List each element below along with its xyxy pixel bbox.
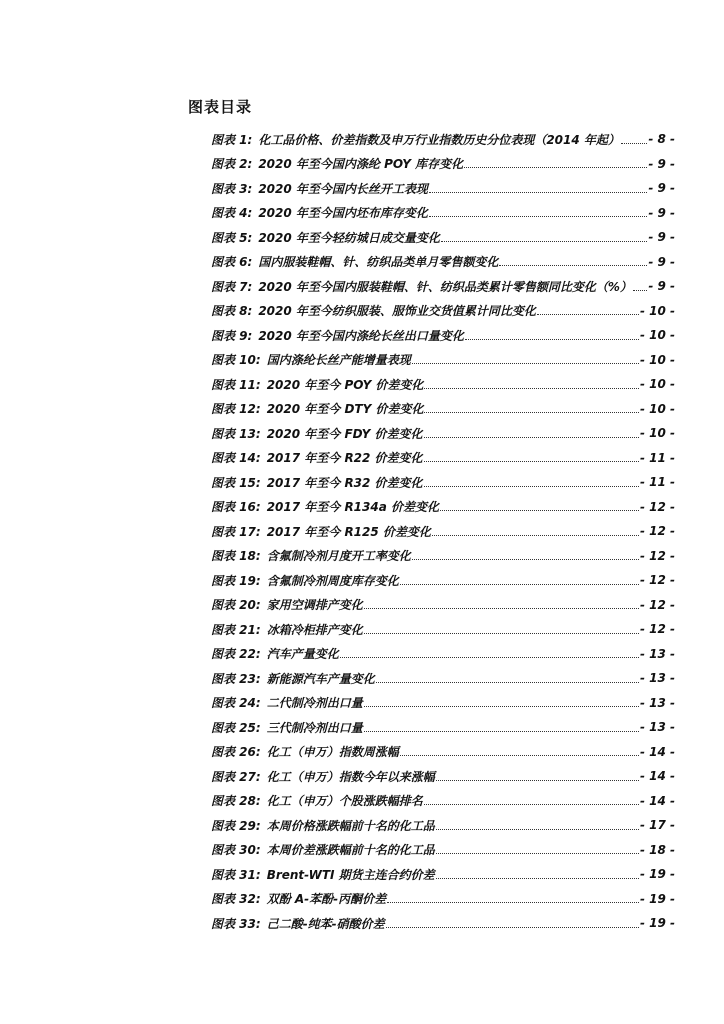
toc-entry[interactable] <box>211 642 675 667</box>
toc-entry[interactable] <box>211 715 675 740</box>
toc-entry-page-number: - 13 - <box>639 646 675 661</box>
toc-entry-label: 图表 25: <box>211 720 261 735</box>
toc-dot-leader <box>621 133 647 144</box>
toc-entry-title: 2017 年至今 R32 价差变化 <box>266 475 423 490</box>
toc-entry-title: 2020 年至今 POY 价差变化 <box>266 377 424 392</box>
toc-entry[interactable] <box>211 617 675 642</box>
toc-entry-title: 国内涤纶长丝产能增量表现 <box>266 353 411 368</box>
toc-entry-title: 汽车产量变化 <box>266 647 339 662</box>
toc-entry[interactable] <box>211 348 675 373</box>
toc-entry-label: 图表 28: <box>211 794 261 809</box>
toc-dot-leader <box>364 623 639 634</box>
toc-entry[interactable] <box>211 862 675 887</box>
toc-entry-title: 双酚 A-苯酚-丙酮价差 <box>266 892 387 907</box>
toc-entry-label: 图表 24: <box>211 696 261 711</box>
toc-entry-title: 2017 年至今 R134a 价差变化 <box>266 500 440 515</box>
toc-dot-leader <box>499 255 647 266</box>
toc-entry-page-number: - 10 - <box>639 328 675 343</box>
toc-entry[interactable] <box>211 397 675 422</box>
toc-dot-leader <box>340 647 639 658</box>
toc-dot-leader <box>432 525 639 536</box>
toc-entry-label: 图表 30: <box>211 843 261 858</box>
toc-entry-title: 三代制冷剂出口量 <box>266 720 363 735</box>
toc-list <box>211 127 675 936</box>
toc-entry[interactable] <box>211 323 675 348</box>
toc-entry-label: 图表 4: <box>211 206 253 221</box>
toc-dot-leader <box>400 574 639 585</box>
toc-entry-page-number: - 13 - <box>639 695 675 710</box>
toc-entry-title: 家用空调排产变化 <box>266 598 363 613</box>
toc-dot-leader <box>436 868 639 879</box>
toc-entry-page-number: - 19 - <box>639 891 675 906</box>
toc-entry[interactable] <box>211 299 675 324</box>
toc-entry-title: 化工（申万）指数周涨幅 <box>266 745 399 760</box>
toc-dot-leader <box>424 794 639 805</box>
toc-dot-leader <box>436 770 639 781</box>
toc-entry-title: 冰箱冷柜排产变化 <box>266 622 363 637</box>
toc-entry-label: 图表 6: <box>211 255 253 270</box>
toc-entry-page-number: - 12 - <box>639 524 675 539</box>
toc-entry-title: 2020 年至今国内服装鞋帽、针、纺织品类累计零售额同比变化（%） <box>258 279 632 294</box>
toc-dot-leader <box>537 304 639 315</box>
toc-entry-page-number: - 9 - <box>648 254 675 269</box>
toc-entry-label: 图表 20: <box>211 598 261 613</box>
toc-dot-leader <box>429 182 647 193</box>
toc-dot-leader <box>387 892 639 903</box>
toc-entry-label: 图表 14: <box>211 451 261 466</box>
toc-entry-page-number: - 12 - <box>639 573 675 588</box>
toc-entry-label: 图表 12: <box>211 402 261 417</box>
toc-entry[interactable] <box>211 740 675 765</box>
toc-entry-label: 图表 11: <box>211 377 261 392</box>
toc-entry-title: 含氟制冷剂月度开工率变化 <box>266 549 411 564</box>
toc-dot-leader <box>424 451 639 462</box>
toc-entry-label: 图表 19: <box>211 573 261 588</box>
toc-entry-title: Brent-WTI 期货主连合约价差 <box>266 867 435 882</box>
toc-entry-label: 图表 26: <box>211 745 261 760</box>
toc-entry-title: 己二酸-纯苯-硝酸价差 <box>266 916 385 931</box>
toc-entry-page-number: - 19 - <box>639 867 675 882</box>
toc-entry-page-number: - 9 - <box>648 156 675 171</box>
toc-entry-title: 2020 年至今轻纺城日成交量变化 <box>258 230 440 245</box>
toc-entry[interactable] <box>211 789 675 814</box>
toc-entry-page-number: - 8 - <box>648 132 675 147</box>
toc-dot-leader <box>412 549 639 560</box>
toc-entry-page-number: - 11 - <box>639 450 675 465</box>
toc-dot-leader <box>412 353 639 364</box>
toc-entry-label: 图表 32: <box>211 892 261 907</box>
toc-title: 图表目录 <box>188 98 253 116</box>
toc-entry-title: 2017 年至今 R125 价差变化 <box>266 524 431 539</box>
toc-dot-leader <box>424 476 639 487</box>
toc-entry-page-number: - 13 - <box>639 720 675 735</box>
toc-entry-title: 2020 年至今国内坯布库存变化 <box>258 206 428 221</box>
toc-entry[interactable] <box>211 544 675 569</box>
toc-entry[interactable] <box>211 421 675 446</box>
toc-entry-page-number: - 14 - <box>639 793 675 808</box>
toc-entry[interactable] <box>211 127 675 152</box>
toc-dot-leader <box>464 157 647 168</box>
toc-dot-leader <box>465 329 639 340</box>
toc-entry-title: 本周价格涨跌幅前十名的化工品 <box>266 818 435 833</box>
toc-entry-label: 图表 5: <box>211 230 253 245</box>
toc-entry-page-number: - 9 - <box>648 205 675 220</box>
toc-entry-page-number: - 12 - <box>639 597 675 612</box>
toc-entry-title: 本周价差涨跌幅前十名的化工品 <box>266 843 435 858</box>
toc-entry-page-number: - 14 - <box>639 744 675 759</box>
toc-entry-title: 2020 年至今 DTY 价差变化 <box>266 402 424 417</box>
toc-entry-label: 图表 31: <box>211 867 261 882</box>
toc-entry-label: 图表 13: <box>211 426 261 441</box>
toc-entry-page-number: - 17 - <box>639 818 675 833</box>
toc-entry-label: 图表 10: <box>211 353 261 368</box>
toc-entry[interactable] <box>211 911 675 936</box>
toc-entry[interactable] <box>211 225 675 250</box>
toc-entry-label: 图表 18: <box>211 549 261 564</box>
toc-entry-page-number: - 13 - <box>639 671 675 686</box>
toc-entry-title: 2020 年至今纺织服装、服饰业交货值累计同比变化 <box>258 304 536 319</box>
toc-entry-title: 化工品价格、价差指数及申万行业指数历史分位表现（2014 年起） <box>258 132 620 147</box>
toc-dot-leader <box>436 819 639 830</box>
toc-entry-page-number: - 9 - <box>648 230 675 245</box>
toc-entry-page-number: - 12 - <box>639 499 675 514</box>
toc-dot-leader <box>386 917 639 928</box>
toc-entry-title: 2020 年至今国内长丝开工表现 <box>258 181 428 196</box>
toc-entry-page-number: - 10 - <box>639 352 675 367</box>
toc-entry[interactable] <box>211 568 675 593</box>
toc-entry-label: 图表 7: <box>211 279 253 294</box>
toc-dot-leader <box>424 378 639 389</box>
toc-entry-label: 图表 17: <box>211 524 261 539</box>
toc-entry-title: 2020 年至今国内涤纶长丝出口量变化 <box>258 328 464 343</box>
toc-dot-leader <box>400 745 639 756</box>
toc-entry-label: 图表 15: <box>211 475 261 490</box>
toc-entry-page-number: - 10 - <box>639 426 675 441</box>
toc-entry-title: 2020 年至今 FDY 价差变化 <box>266 426 423 441</box>
toc-entry-page-number: - 10 - <box>639 303 675 318</box>
toc-entry-label: 图表 21: <box>211 622 261 637</box>
toc-entry-title: 二代制冷剂出口量 <box>266 696 363 711</box>
toc-entry[interactable] <box>211 691 675 716</box>
toc-entry-page-number: - 9 - <box>648 181 675 196</box>
toc-entry-label: 图表 33: <box>211 916 261 931</box>
toc-entry-label: 图表 9: <box>211 328 253 343</box>
toc-dot-leader <box>364 598 639 609</box>
toc-dot-leader <box>364 721 639 732</box>
toc-entry-title: 2020 年至今国内涤纶 POY 库存变化 <box>258 157 464 172</box>
toc-entry-title: 2017 年至今 R22 价差变化 <box>266 451 423 466</box>
toc-entry[interactable] <box>211 274 675 299</box>
toc-entry-label: 图表 23: <box>211 671 261 686</box>
toc-entry-title: 化工（申万）指数今年以来涨幅 <box>266 769 435 784</box>
toc-entry-title: 新能源汽车产量变化 <box>266 671 375 686</box>
toc-entry-page-number: - 12 - <box>639 548 675 563</box>
toc-entry[interactable] <box>211 372 675 397</box>
toc-dot-leader <box>376 672 639 683</box>
toc-entry-page-number: - 14 - <box>639 769 675 784</box>
toc-dot-leader <box>440 500 639 511</box>
toc-entry-label: 图表 1: <box>211 132 253 147</box>
toc-entry[interactable] <box>211 519 675 544</box>
toc-entry-page-number: - 12 - <box>639 622 675 637</box>
toc-entry[interactable] <box>211 201 675 226</box>
toc-entry-label: 图表 22: <box>211 647 261 662</box>
toc-entry[interactable] <box>211 666 675 691</box>
toc-entry-title: 化工（申万）个股涨跌幅排名 <box>266 794 423 809</box>
toc-entry-title: 国内服装鞋帽、针、纺织品类单月零售额变化 <box>258 255 499 270</box>
toc-dot-leader <box>441 231 647 242</box>
toc-entry[interactable] <box>211 152 675 177</box>
toc-entry[interactable] <box>211 764 675 789</box>
toc-entry[interactable] <box>211 176 675 201</box>
toc-entry-label: 图表 27: <box>211 769 261 784</box>
toc-entry-page-number: - 10 - <box>639 401 675 416</box>
toc-entry-page-number: - 11 - <box>639 475 675 490</box>
toc-entry[interactable] <box>211 250 675 275</box>
toc-dot-leader <box>436 843 639 854</box>
toc-entry-title: 含氟制冷剂周度库存变化 <box>266 573 399 588</box>
toc-entry-page-number: - 10 - <box>639 377 675 392</box>
toc-entry[interactable] <box>211 593 675 618</box>
toc-entry-label: 图表 29: <box>211 818 261 833</box>
toc-entry-label: 图表 2: <box>211 157 253 172</box>
toc-entry[interactable] <box>211 887 675 912</box>
toc-entry-label: 图表 3: <box>211 181 253 196</box>
toc-entry-label: 图表 16: <box>211 500 261 515</box>
toc-entry[interactable] <box>211 495 675 520</box>
toc-dot-leader <box>429 206 647 217</box>
toc-dot-leader <box>424 427 639 438</box>
toc-entry[interactable] <box>211 446 675 471</box>
toc-entry[interactable] <box>211 838 675 863</box>
toc-entry[interactable] <box>211 813 675 838</box>
toc-entry-label: 图表 8: <box>211 304 253 319</box>
toc-dot-leader <box>633 280 647 291</box>
toc-dot-leader <box>364 696 639 707</box>
toc-entry-page-number: - 19 - <box>639 916 675 931</box>
toc-entry-page-number: - 18 - <box>639 842 675 857</box>
toc-dot-leader <box>424 402 639 413</box>
toc-entry-page-number: - 9 - <box>648 279 675 294</box>
toc-entry[interactable] <box>211 470 675 495</box>
